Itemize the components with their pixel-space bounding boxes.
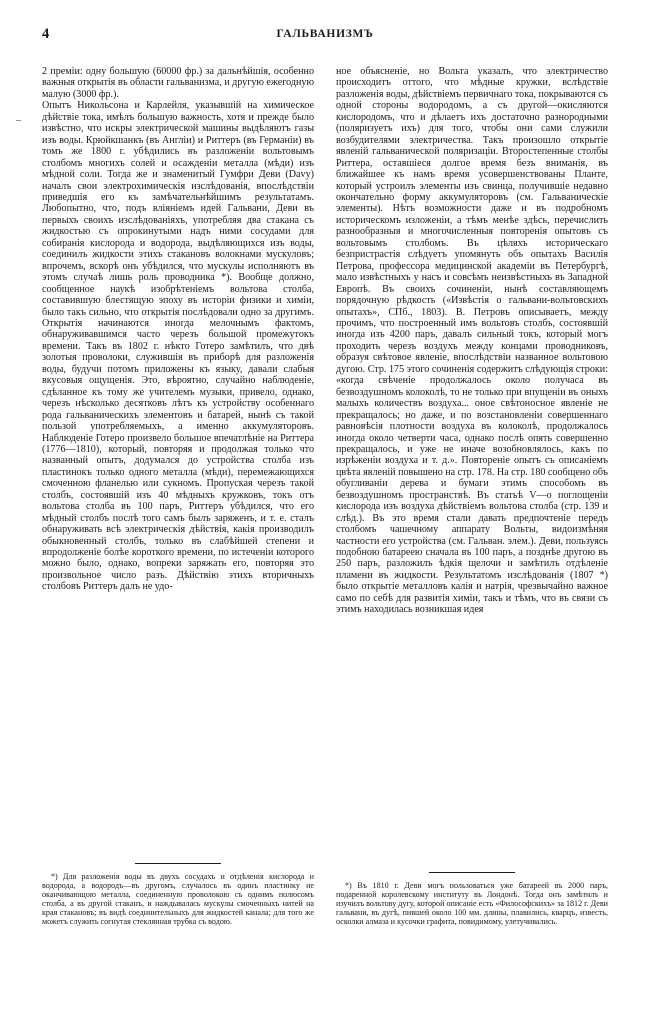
page-header [0,26,650,46]
column-right-body [336,66,608,926]
paragraph: Опытъ Никольсона и Карлейля, указывшій на химическое дѣйствіе тока, имѣлъ большую важность, хотя и прежде было извѣстно, что искры электрической машины выдѣляютъ газы изъ воды. Крюйкшанкъ (въ Англіи) и Риттеръ (въ Германіи) въ томъ же 1800 г. убѣдились въ разложеніи вольтовымъ столбомъ многихъ солей и осажденіи металла (мѣди) изъ мѣдной соли. Тогда же и знаменитый Гумфри Деви (Davy) началъ свои электрохимическія изслѣдованія, впослѣдствіи приведшія его къ замѣчательнѣйшимъ результатамъ. Любопытно, что, подъ вліяніемъ идей Гальвани, Деви въ первыхъ своихъ изслѣдованіяхъ, употребляя два стакана съ жидкостью съ опрокинутыми надъ ними сосудами для собиранія кислорода и водорода, выдѣляющихся изъ воды, соединилъ жидкости этихъ стакановъ волокнами мускуловъ; впрочемъ, вскорѣ онъ убѣдился, что мускулы исполняютъ въ этомъ случаѣ лишь роль проводника *). Вообще должно, сообщенное наукѣ изобрѣтеніемъ вольтова столба, составившую блестящую эпоху въ исторіи физики и химіи, было такъ сильно, что открытія послѣдовали одно за другимъ. Открытія начинаются иногда мелочнымъ фактомъ, обнаруживавшимся часто черезъ большой промежутокъ времени. Такъ въ 1802 г. нѣкто Готеро замѣтилъ, что двѣ золотыя проволоки, служившія въ приборѣ для разложенія воды, будучи потомъ приложены къ языку, давали слабыя вкусовыя ощущенія. Это, вѣроятно, случайно наблюденіе, сдѣланное къ тому же учителемъ музыки, привело, однако, черезъ нѣсколько десятковъ лѣтъ къ устройству особеннаго рода гальваническихъ элементовъ и батарей, нынѣ съ такой пользой употребляемыхъ, а именно аккумуляторовъ. Наблюденіе Готеро произвело большое впечатлѣніе на Риттера (1776—1810), который, повторяя и продолжая только что названный опытъ, додумался до устройства столба изъ пластинокъ только одного металла (мѣди), перемежающихся смоченною фланелью или сукномъ. Пропуская черезъ такой столбъ, состоявшій изъ 40 мѣдныхъ кружковъ, токъ отъ вольтова столба въ 100 паръ, Риттеръ убѣдился, что его мѣдный столбъ послѣ того самъ былъ заряженъ, и т. е. сталъ обнаруживать всѣ электрическія дѣйствія, какія производилъ обыкновенный столбъ, только въ слабѣйшей степени и впродолженіе болѣе короткого времени, по истеченіи которого можно было, однако, вопреки заряжать его, повторяя это произвольное число разъ. Дѣйствію этихъ вторичныхъ столбовъ Риттеръ далъ не удо- [42,100,314,593]
left-text-block [42,66,314,593]
column-left-body [42,66,314,926]
left-footnote [42,872,314,926]
right-text-block [336,66,608,616]
right-footnote [336,881,608,926]
footnote-divider [135,863,221,864]
page-edge-mark [16,120,21,121]
paragraph: ное объясненіе, но Вольта указалъ, что электричество происходитъ оттого, что мѣдные кружки, вслѣдствіе разложенія воды, дѣйствіемъ первичнаго тока, покрываются съ одной стороны водородомъ, а съ другой—окисляются кислородомъ, что и дѣлаетъ ихъ достаточно разнородными (поляризуетъ ихъ) для того, чтобы они сами служили возбудителями электричества. Такъ произошло открытіе явленій гальванической поляризаціи. Второстепенные столбы Риттера, оставшіеся долгое время безъ вниманія, въ ближайшее къ намъ время усовершенствованы Планте, который устроилъ элементы изъ свинца, получившіе недавно окончательно форму аккумуляторовъ (см. Гальваническіе элементы). Нѣтъ возможности даже и въ подробномъ историческомъ изложеніи, а тѣмъ менѣе здѣсь, перечислить разнообразныя и многочисленныя повторенія опытовъ съ вольтовымъ столбомъ. Въ цѣляхъ историческаго безпристрастія слѣдуетъ упомянуть объ опытахъ Василія Петрова, профессора медицинской академіи въ Петербургѣ, мало извѣстныхъ у насъ и совсѣмъ неизвѣстныхъ въ Западной Европѣ. Въ своихъ сочиненіи, нынѣ составляющемъ порядочную рѣдкость («Извѣстія о гальвани-вольтовскихъ опытахъ», СПб., 1803). В. Петровъ описываетъ, между прочимъ, что построенный имъ вольтовъ столбъ, состоявшій иногда изъ 4200 паръ, давалъ сильный токъ, который могъ проходить черезъ воздухъ между концами проводниковъ, образуя свѣтовое явленіе, впослѣдствіи названное вольтовою дугою. Стр. 175 этого сочиненія содержитъ слѣдующія строки: «когда свѣченіе продолжалось около получаса въ безвоздушномъ колоколѣ, то не только при впущеніи въ оныхъ малыхъ количествъ воздуха... оное свѣтоносное явленіе не прекращалось; но даже, и по возстановленіи совершеннаго равновѣсія плотности воздуха въ колоколѣ, продолжалось иногда около четверти часа, однако послѣ опять совершенно прекращалось, и уже не иначе возобновлялось, какъ по изрѣженіи воздуха и т. д.». Повтореніе опытъ съ описаніемъ цвѣта явленій повышено на стр. 178. На стр. 180 сообщено объ обугливаніи дерева и бумаги этимъ способомъ въ безвоздушномъ пространствѣ. Въ статьѣ V—о поглощеніи кислорода изъ воздуха дѣйствіемъ вольтова столба (стр. 139 и слѣд.). Въ это время стали давать предпочтеніе передъ столбомъ чашечному аппарату Вольты, видоизмѣняя частности его устройства (см. Гальван. элем.). Деви, пользуясь подобною батареею сначала въ 100 паръ, а позднѣе другою въ 250 паръ, разложилъ ѣдкія щелочи и замѣтилъ отдѣленіе пламени въ жидкости. Результатомъ изслѣдованія (1807 *) было открытіе металловъ калія и натрія, чрезвычайно важное само по себѣ для развитія химіи, такъ и тѣмъ, что въ связи съ этимъ находилась возникшая идея [336,66,608,616]
page-number: 4 [42,26,50,42]
column-right [336,66,608,926]
running-title: ГАЛЬВАНИЗМЪ [276,28,374,40]
footnote-text: *) Въ 1810 г. Деви могъ пользоваться уже батареей въ 2000 паръ, подаренной королевскому институту въ Лондонѣ. Тогда онъ замѣтилъ и изучилъ вольтову дугу, которой описаніе есть «Философскихъ» за 1812 г. Деви гальвани, въ дугѣ, пившей около 100 мм. длины, плавились, кварцъ, известь, осколки алмаза и кусочки графита, повидимому, улетучивались. [336,881,608,926]
footnote-text: *) Для разложенія воды въ двухъ сосудахъ и отдѣленія кислорода и водорода, а водородъ—въ другомъ, случалось въ одинъ пластинку не оканчивающою металла, соединенную проволокою съ однимъ полюсомъ столба, а въ другой стаканъ, и наждывалась мускулы смоченныхъ нитей на края стакановъ; въ видѣ соединительныхъ для жидкостей канала; для того же можетъ служить согнутая стеклянная трубка съ водою. [42,872,314,926]
paragraph: 2 преміи: одну большую (60000 фр.) за дальнѣйшія, особенно важныя открытія въ области гальванизма, и другую ежегодную малую (3000 фр.). [42,66,314,100]
left-footnote-block [42,857,314,926]
right-footnote-block [336,866,608,926]
column-left [42,66,314,926]
footnote-divider [429,872,515,873]
text-columns [42,66,608,926]
